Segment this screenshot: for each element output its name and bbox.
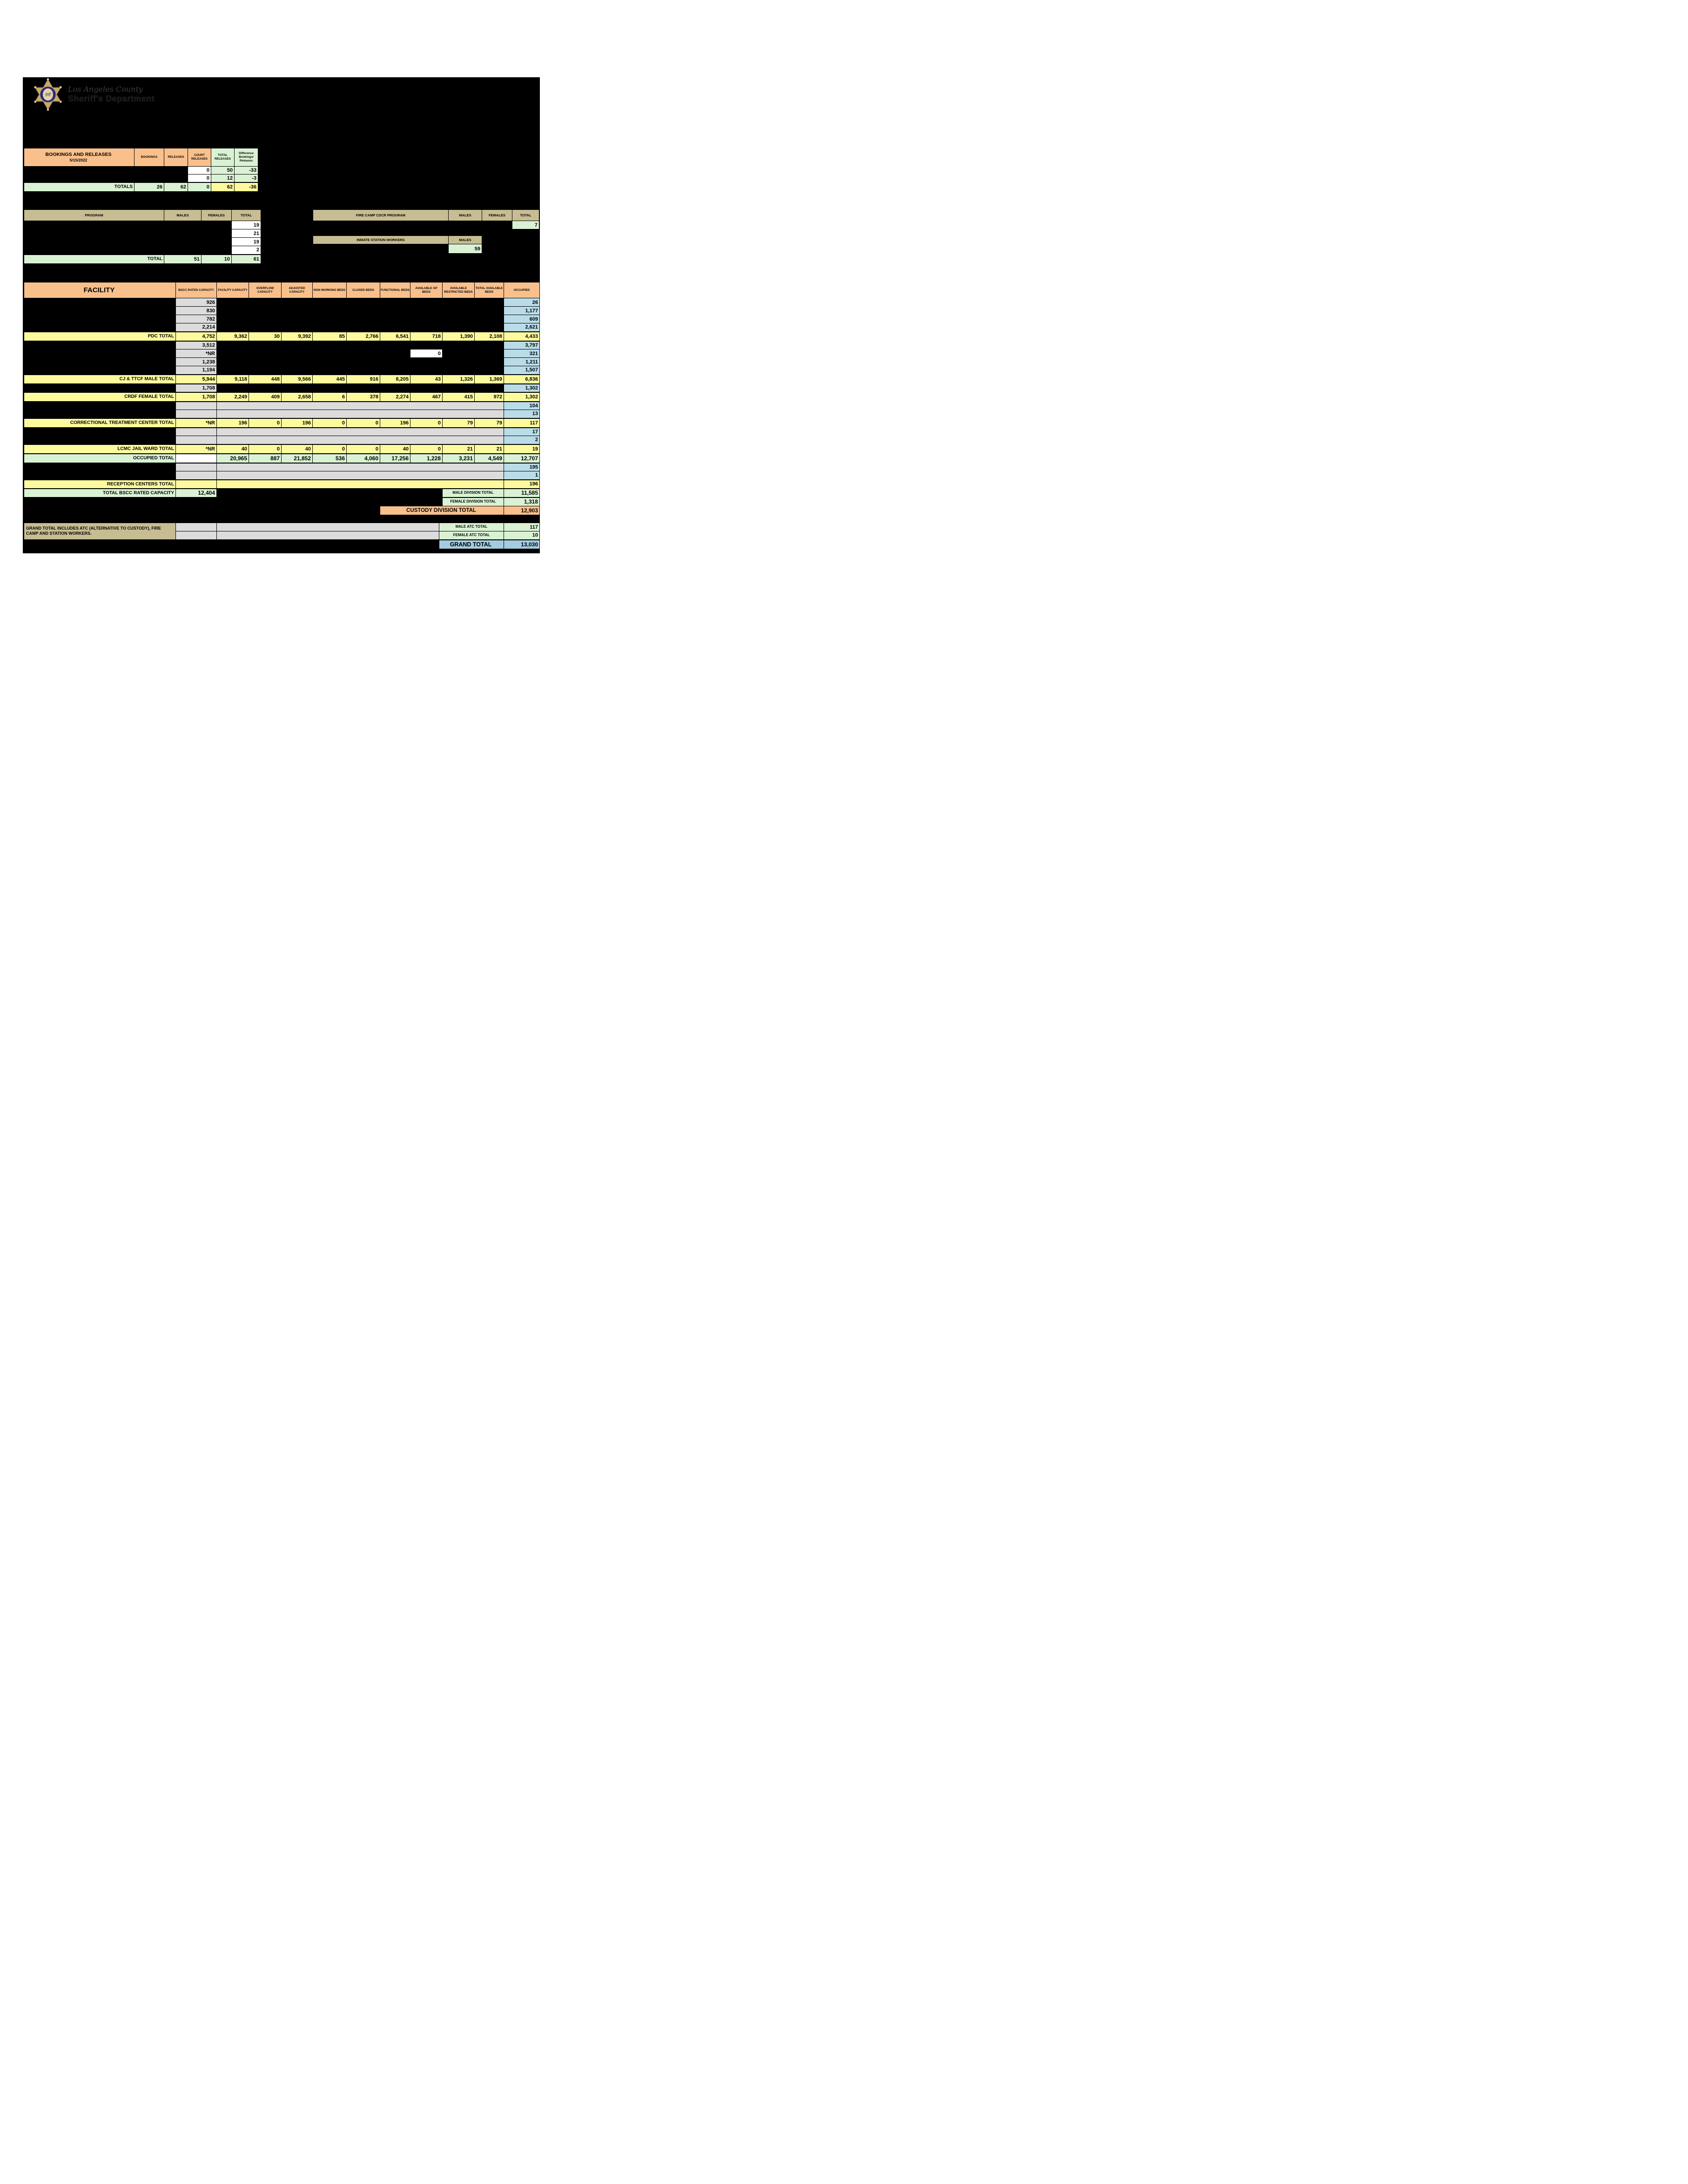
- cell: 1,708: [176, 384, 217, 392]
- blank-cell: [443, 349, 504, 358]
- cell: 62: [211, 182, 235, 192]
- blank-cell: [202, 221, 232, 229]
- blank-cell: [176, 523, 217, 531]
- cell: 0: [410, 349, 443, 358]
- cell: 445: [313, 375, 347, 384]
- cell: 1,708: [176, 392, 217, 402]
- cell: NON WORKING BEDS: [313, 282, 347, 298]
- facility-header: FACILITY: [24, 282, 176, 298]
- cell: 1,211: [504, 358, 540, 366]
- department-title: Sheriff's Department: [68, 94, 155, 103]
- blank-cell: [202, 229, 232, 238]
- cell: 887: [249, 454, 282, 463]
- cell: 782: [176, 315, 217, 323]
- blank-cell: [217, 402, 504, 410]
- fire-camp-header: FIRE CAMP CDCR PROGRAM: [313, 210, 449, 221]
- table-row: [24, 392, 540, 402]
- cell: 26: [135, 182, 164, 192]
- cell: 61: [232, 255, 261, 264]
- table-row: [313, 221, 539, 229]
- blank-cell: [217, 480, 504, 489]
- table-row: [24, 463, 540, 471]
- blank-cell: [217, 531, 439, 540]
- cell: MALES: [449, 236, 482, 244]
- cell: 6,541: [380, 332, 410, 341]
- bookings-totals-label: TOTALS: [24, 182, 135, 192]
- cell: Difference Bookings/ Releases: [235, 148, 258, 167]
- cell: 0: [313, 418, 347, 428]
- blank-cell: [164, 167, 188, 175]
- cell: 117: [504, 418, 540, 428]
- blank-cell: [24, 402, 176, 410]
- blank-cell: [164, 238, 202, 246]
- blank-cell: [217, 307, 504, 315]
- cell: 1,507: [504, 366, 540, 375]
- cell: TOTAL RELEASES: [211, 148, 235, 167]
- table-row: [313, 236, 482, 244]
- cell: 1,228: [410, 454, 443, 463]
- blank-cell: [24, 349, 176, 358]
- table-row: [24, 358, 540, 366]
- bookings-and-releases-table: [24, 148, 258, 192]
- cell: RELEASES: [164, 148, 188, 167]
- blank-cell: [217, 358, 504, 366]
- table-row: [24, 341, 540, 349]
- cell: 40: [282, 444, 313, 454]
- cell: TOTAL: [232, 210, 261, 221]
- table-row: [24, 384, 540, 392]
- blank-cell: [217, 523, 439, 531]
- blank-cell: [217, 428, 504, 436]
- blank-cell: [24, 175, 135, 182]
- cell: 21,852: [282, 454, 313, 463]
- cell: *NR: [176, 444, 217, 454]
- blank-cell: [24, 341, 176, 349]
- table-row: [24, 523, 540, 531]
- blank-cell: [24, 384, 176, 392]
- cell: 196: [282, 418, 313, 428]
- bscc-capacity-label: TOTAL BSCC RATED CAPACITY: [24, 489, 176, 497]
- blank-cell: [449, 221, 482, 229]
- table-row: [24, 402, 540, 410]
- cell: 2,249: [217, 392, 249, 402]
- cell: 50: [211, 167, 235, 175]
- lasd-logo: [33, 78, 155, 111]
- fire-camp-cdcr-table: [313, 209, 539, 229]
- blank-cell: [202, 238, 232, 246]
- cell: 6: [313, 392, 347, 402]
- blank-cell: [164, 229, 202, 238]
- cell: 2,766: [347, 332, 380, 341]
- cell: 0: [347, 418, 380, 428]
- cell: 9,118: [217, 375, 249, 384]
- table-row: [24, 210, 261, 221]
- cell: 2: [504, 436, 540, 444]
- cj-ttcf-total-label: CJ & TTCF MALE TOTAL: [24, 375, 176, 384]
- blank-cell: [135, 175, 164, 182]
- cell: 21: [232, 229, 261, 238]
- blank-cell: [24, 471, 176, 480]
- blank-cell: [24, 497, 443, 506]
- table-row: [24, 349, 540, 358]
- cell: 3,231: [443, 454, 475, 463]
- blank-cell: [24, 463, 176, 471]
- custody-division-label: CUSTODY DIVISION TOTAL: [380, 506, 504, 515]
- cell: -36: [235, 182, 258, 192]
- blank-cell: [313, 244, 449, 254]
- cell: OVERFLOW CAPACITY: [249, 282, 282, 298]
- table-row: [24, 221, 261, 229]
- blank-cell: [24, 428, 176, 436]
- cell: 1: [504, 471, 540, 480]
- cell: 1,326: [443, 375, 475, 384]
- blank-cell: [164, 221, 202, 229]
- male-atc-label: MALE ATC TOTAL: [439, 523, 504, 531]
- cell: -33: [235, 167, 258, 175]
- cell: 0: [188, 175, 211, 182]
- cell: 0: [188, 182, 211, 192]
- blank-cell: [24, 246, 164, 255]
- blank-cell: [176, 428, 217, 436]
- blank-cell: [24, 315, 176, 323]
- cell: 536: [313, 454, 347, 463]
- table-row: [24, 497, 540, 506]
- cell: 40: [380, 444, 410, 454]
- blank-cell: [24, 436, 176, 444]
- blank-cell: [164, 246, 202, 255]
- blank-cell: [217, 315, 504, 323]
- cell: 51: [164, 255, 202, 264]
- inmate-station-workers-table: [313, 235, 482, 254]
- cell: 0: [410, 444, 443, 454]
- cell: 467: [410, 392, 443, 402]
- blank-cell: [24, 229, 164, 238]
- crdf-total-label: CRDF FEMALE TOTAL: [24, 392, 176, 402]
- cell: 30: [249, 332, 282, 341]
- cell: 13: [504, 410, 540, 418]
- cell: 196: [217, 418, 249, 428]
- cell: 0: [249, 418, 282, 428]
- cell: 40: [217, 444, 249, 454]
- blank-cell: [217, 323, 504, 332]
- blank-cell: [24, 506, 380, 515]
- blank-cell: [24, 307, 176, 315]
- cell: 972: [475, 392, 504, 402]
- cell: 830: [176, 307, 217, 315]
- cell: *NR: [176, 349, 217, 358]
- blank-cell: [176, 402, 217, 410]
- cell: 4,060: [347, 454, 380, 463]
- grand-total-note: GRAND TOTAL INCLUDES ATC (ALTERNATIVE TO CUSTODY), FIRE CAMP AND STATION WORKERS.: [24, 523, 176, 540]
- grand-total-table: [24, 523, 540, 550]
- cell: 196: [380, 418, 410, 428]
- blank-cell: [24, 298, 176, 307]
- blank-cell: [313, 221, 449, 229]
- cell: CLOSED BEDS: [347, 282, 380, 298]
- cell: 12: [211, 175, 235, 182]
- table-row: [24, 418, 540, 428]
- cell: 926: [176, 298, 217, 307]
- table-row: [24, 182, 258, 192]
- blank-cell: [24, 358, 176, 366]
- occupied-total-label: OCCUPIED TOTAL: [24, 454, 176, 463]
- cell: 4,752: [176, 332, 217, 341]
- cell: 21: [475, 444, 504, 454]
- cell: 2,274: [380, 392, 410, 402]
- cell: 17: [504, 428, 540, 436]
- cell: 448: [249, 375, 282, 384]
- table-row: [24, 282, 540, 298]
- table-row: [24, 307, 540, 315]
- cell: 8,205: [380, 375, 410, 384]
- cell: 117: [504, 523, 540, 531]
- table-row: [24, 246, 261, 255]
- cell: 409: [249, 392, 282, 402]
- cell: 4,549: [475, 454, 504, 463]
- reception-total-label: RECEPTION CENTERS TOTAL: [24, 480, 176, 489]
- table-row: [24, 255, 261, 264]
- program-total-label: TOTAL: [24, 255, 164, 264]
- program-header: PROGRAM: [24, 210, 164, 221]
- cell: 10: [504, 531, 540, 540]
- blank-cell: [217, 463, 504, 471]
- custody-report-page: [0, 0, 563, 728]
- cell: 19: [232, 221, 261, 229]
- sheriff-badge-icon: [33, 78, 63, 111]
- cell: FUNCTIONAL BEDS: [380, 282, 410, 298]
- table-row: [24, 323, 540, 332]
- cell: 20,965: [217, 454, 249, 463]
- cell: 85: [313, 332, 347, 341]
- blank-cell: [176, 410, 217, 418]
- cell: 79: [443, 418, 475, 428]
- cell: 1,369: [475, 375, 504, 384]
- blank-cell: [24, 366, 176, 375]
- cell: 21: [443, 444, 475, 454]
- table-row: [24, 148, 258, 167]
- blank-cell: [217, 489, 443, 497]
- table-row: [24, 298, 540, 307]
- table-row: [313, 244, 482, 254]
- blank-cell: [24, 221, 164, 229]
- cell: 321: [504, 349, 540, 358]
- cell: 19: [232, 238, 261, 246]
- blank-cell: [217, 298, 504, 307]
- table-row: [313, 210, 539, 221]
- blank-cell: [217, 471, 504, 480]
- cell: 13,030: [504, 540, 540, 549]
- table-row: [24, 436, 540, 444]
- cell: 1,194: [176, 366, 217, 375]
- blank-cell: [176, 436, 217, 444]
- county-title: Los Angeles County: [68, 85, 143, 94]
- cell: 378: [347, 392, 380, 402]
- blank-cell: [24, 167, 135, 175]
- cell: 5,944: [176, 375, 217, 384]
- cell: 9,392: [282, 332, 313, 341]
- facility-table: [24, 282, 540, 515]
- cell: 79: [475, 418, 504, 428]
- cell: BSCC RATED CAPACITY: [176, 282, 217, 298]
- cell: 2: [232, 246, 261, 255]
- table-row: [24, 471, 540, 480]
- lcmc-total-label: LCMC JAIL WARD TOTAL: [24, 444, 176, 454]
- cell: 9,362: [217, 332, 249, 341]
- cell: 26: [504, 298, 540, 307]
- blank-cell: [176, 463, 217, 471]
- program-table: [24, 209, 261, 264]
- cell: 1,390: [443, 332, 475, 341]
- table-row: [24, 454, 540, 463]
- cell: 12,903: [504, 506, 540, 515]
- cell: 10: [202, 255, 232, 264]
- cell: 916: [347, 375, 380, 384]
- cell: BOOKINGS: [135, 148, 164, 167]
- blank-cell: [164, 175, 188, 182]
- table-row: [24, 366, 540, 375]
- table-row: [24, 175, 258, 182]
- female-division-label: FEMALE DIVISION TOTAL: [443, 497, 504, 506]
- blank-cell: [176, 531, 217, 540]
- male-division-label: MALE DIVISION TOTAL: [443, 489, 504, 497]
- cell: *NR: [176, 418, 217, 428]
- cell: 1,302: [504, 384, 540, 392]
- cell: FEMALES: [202, 210, 232, 221]
- cell: 9,566: [282, 375, 313, 384]
- blank-cell: [217, 540, 439, 549]
- cell: 19: [504, 444, 540, 454]
- blank-cell: [176, 454, 217, 463]
- cell: OCCUPIED: [504, 282, 540, 298]
- cell: FACILITY CAPACITY: [217, 282, 249, 298]
- blank-cell: [217, 436, 504, 444]
- cell: 0: [188, 167, 211, 175]
- table-row: [24, 167, 258, 175]
- cell: 3,797: [504, 341, 540, 349]
- cell: 4,433: [504, 332, 540, 341]
- cell: 2,621: [504, 323, 540, 332]
- female-atc-label: FEMALE ATC TOTAL: [439, 531, 504, 540]
- blank-cell: [24, 238, 164, 246]
- cell: TOTAL AVAILABLE BEDS: [475, 282, 504, 298]
- blank-cell: [176, 540, 217, 549]
- station-workers-header: INMATE STATION WORKERS: [313, 236, 449, 244]
- ctc-total-label: CORRECTIONAL TREATMENT CENTER TOTAL: [24, 418, 176, 428]
- cell: COURT RELEASES: [188, 148, 211, 167]
- cell: 11,585: [504, 489, 540, 497]
- table-row: [24, 238, 261, 246]
- blank-cell: [24, 540, 176, 549]
- cell: 1,177: [504, 307, 540, 315]
- blank-cell: [217, 410, 504, 418]
- cell: 59: [449, 244, 482, 254]
- table-row: [24, 489, 540, 497]
- table-row: [24, 229, 261, 238]
- cell: TOTAL: [512, 210, 539, 221]
- cell: 718: [410, 332, 443, 341]
- cell: 2,108: [475, 332, 504, 341]
- cell: 2,214: [176, 323, 217, 332]
- blank-cell: [482, 221, 512, 229]
- table-row: [24, 410, 540, 418]
- table-row: [24, 315, 540, 323]
- cell: MALES: [449, 210, 482, 221]
- cell: 1,302: [504, 392, 540, 402]
- blank-cell: [176, 471, 217, 480]
- blank-cell: [217, 384, 504, 392]
- cell: 196: [504, 480, 540, 489]
- cell: 0: [410, 418, 443, 428]
- cell: 609: [504, 315, 540, 323]
- cell: 12,707: [504, 454, 540, 463]
- blank-cell: [24, 323, 176, 332]
- cell: 0: [313, 444, 347, 454]
- blank-cell: [217, 349, 410, 358]
- cell: -3: [235, 175, 258, 182]
- pdc-total-label: PDC TOTAL: [24, 332, 176, 341]
- cell: 195: [504, 463, 540, 471]
- cell: 7: [512, 221, 539, 229]
- blank-cell: [217, 341, 504, 349]
- table-row: [24, 332, 540, 341]
- cell: 6,836: [504, 375, 540, 384]
- table-row: [24, 480, 540, 489]
- bookings-title: BOOKINGS AND RELEASES 5/15/2022: [24, 148, 135, 167]
- table-row: [24, 540, 540, 549]
- cell: AVAILABLE GP BEDS: [410, 282, 443, 298]
- blank-cell: [217, 366, 504, 375]
- cell: 415: [443, 392, 475, 402]
- cell: 1,238: [176, 358, 217, 366]
- cell: 12,404: [176, 489, 217, 497]
- cell: 104: [504, 402, 540, 410]
- table-row: [24, 506, 540, 515]
- table-row: [24, 444, 540, 454]
- table-row: [24, 375, 540, 384]
- cell: 3,512: [176, 341, 217, 349]
- cell: ADJUSTED CAPACITY: [282, 282, 313, 298]
- grand-total-label: GRAND TOTAL: [439, 540, 504, 549]
- cell: 1,318: [504, 497, 540, 506]
- cell: 0: [347, 444, 380, 454]
- cell: FEMALES: [482, 210, 512, 221]
- cell: 0: [249, 444, 282, 454]
- cell: MALES: [164, 210, 202, 221]
- cell: 2,658: [282, 392, 313, 402]
- cell: AVAILABLE RESTRICTED BEDS: [443, 282, 475, 298]
- blank-cell: [202, 246, 232, 255]
- cell: 17,256: [380, 454, 410, 463]
- blank-cell: [24, 410, 176, 418]
- cell: 43: [410, 375, 443, 384]
- table-row: [24, 428, 540, 436]
- blank-cell: [176, 480, 217, 489]
- blank-cell: [135, 167, 164, 175]
- cell: 62: [164, 182, 188, 192]
